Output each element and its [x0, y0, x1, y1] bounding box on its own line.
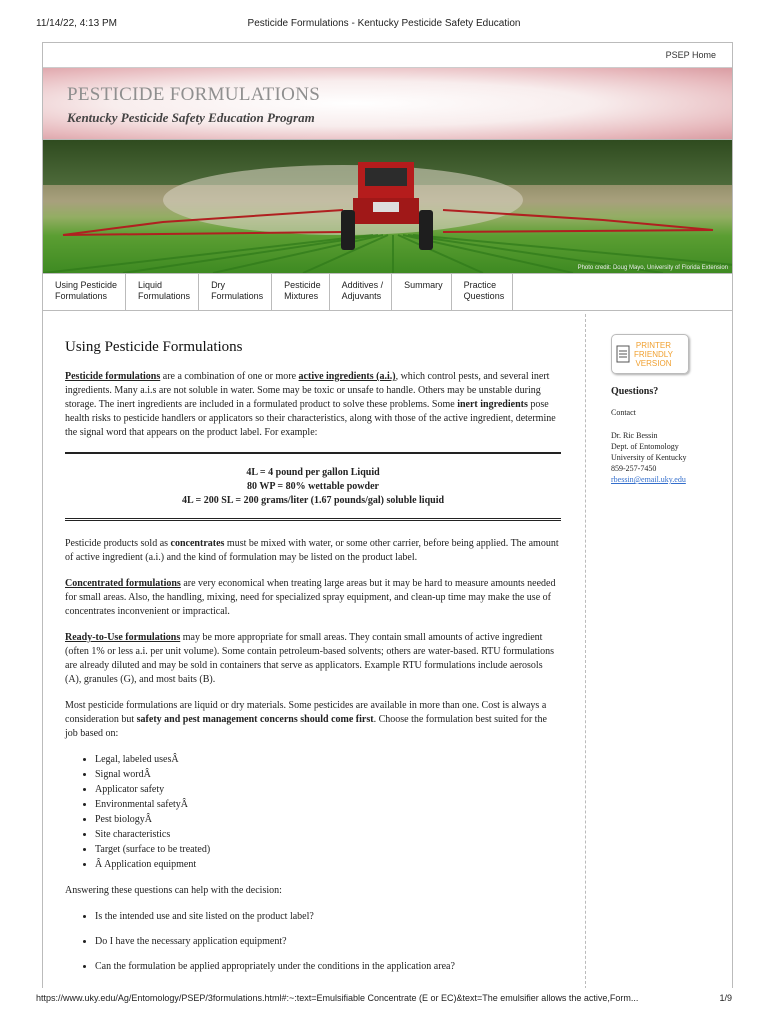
- text-run: must be mixed with water, or some other carrier, before being applied. The amount of active ingredient (a.i.) and the kind of formulation may be listed on the product label.: [65, 538, 559, 563]
- criteria-list: [95, 753, 561, 872]
- printer-friendly-label: [634, 341, 673, 368]
- choose-formulation-paragraph: [65, 699, 561, 741]
- tab-practice-questions[interactable]: [452, 274, 514, 310]
- banner: [43, 68, 732, 140]
- tab-liquid-formulations[interactable]: [126, 274, 199, 310]
- print-url: https://www.uky.edu/Ag/Entomology/PSEP/3formulations.html#:~:text=Emulsifiable Concentrate (E or EC)&text=The emulsifier allows the active,Form...: [36, 993, 639, 1003]
- printer-label-line: FRIENDLY: [634, 349, 673, 359]
- text-run: , which control pests, and several inert ingredients. Many a.i.s are not soluble in water. Some may be toxic or unsafe to handle. Others may be unstable during storage. The inert ingredients are included in a formulated product to solve these problems. Some: [65, 371, 550, 410]
- text-run: are very economical when treating large areas but it may be hard to measure amounts needed for small areas. Also, the handling, mixing, need for specialized spray equipment, and clean-up time may make the use of concentrates inconvenient or impractical.: [65, 578, 556, 617]
- list-item: • Pest biologyÂ: [95, 813, 561, 827]
- photo-credit: Photo credit: Doug Mayo, University of Florida Extension: [577, 265, 728, 271]
- top-bar: [43, 42, 732, 68]
- tab-label: Pesticide: [284, 280, 321, 290]
- tab-label: Summary: [404, 280, 443, 290]
- print-page-number: 1/9: [719, 993, 732, 1003]
- text-run: Pesticide products sold as: [65, 538, 171, 549]
- tab-label: Additives /: [341, 280, 384, 290]
- page-title: PESTICIDE FORMULATIONS: [67, 84, 321, 105]
- printer-label-line: VERSION: [635, 358, 672, 368]
- printer-label-line: PRINTER: [635, 340, 672, 350]
- term-inert-ingredients: inert ingredients: [457, 399, 528, 410]
- contact-email-link[interactable]: rbessin@email.uky.edu: [611, 475, 686, 484]
- term-concentrates: concentrates: [170, 538, 225, 549]
- list-item: • Target (surface to be treated): [95, 843, 561, 857]
- questions-intro: Answering these questions can help with the decision:: [65, 885, 282, 896]
- print-doc-title: Pesticide Formulations - Kentucky Pesticide Safety Education: [247, 18, 521, 29]
- term-ready-to-use: Ready-to-Use formulations: [65, 632, 181, 643]
- example-line: 80 WP = 80% wettable powder: [247, 481, 379, 492]
- tab-label: Formulations: [211, 291, 264, 301]
- document-icon: [616, 345, 630, 363]
- example-line: 4L = 200 SL = 200 grams/liter (1.67 pounds/gal) soluble liquid: [181, 495, 445, 506]
- tab-label: Mixtures: [284, 291, 319, 301]
- ready-to-use-paragraph: [65, 631, 561, 687]
- tab-label: Dry: [211, 280, 226, 290]
- list-item: • Applicator safety: [95, 783, 561, 797]
- text-run: . Choose the formulation best suited for the job based on:: [65, 714, 547, 739]
- decision-questions-list: [95, 910, 561, 974]
- printer-friendly-button[interactable]: [611, 334, 689, 374]
- concentrated-formulations-paragraph: [65, 577, 561, 619]
- tab-using-formulations[interactable]: [43, 274, 126, 310]
- questions-heading: Questions?: [611, 386, 659, 397]
- concentrates-paragraph: [65, 537, 561, 565]
- tractor: [341, 162, 433, 250]
- list-item: • Can the formulation be applied appropriately under the conditions in the application area?: [95, 960, 561, 974]
- section-heading: Using Pesticide Formulations: [65, 339, 243, 355]
- tab-label: Questions: [463, 291, 505, 301]
- tab-label: Formulations: [138, 291, 191, 301]
- list-item: • Site characteristics: [95, 828, 561, 842]
- section-nav: [43, 273, 732, 311]
- tab-additives-adjuvants[interactable]: [330, 274, 393, 310]
- sidebar-divider: [585, 314, 586, 988]
- example-line: 4L = 4 pound per gallon Liquid: [246, 467, 380, 478]
- contact-label: Contact: [611, 408, 636, 417]
- tab-label: Using Pesticide: [55, 280, 118, 290]
- contact-phone: 859-257-7450: [611, 464, 657, 473]
- term-concentrated-formulations: Concentrated formulations: [65, 578, 181, 589]
- page-subtitle: Kentucky Pesticide Safety Education Program: [67, 110, 315, 125]
- tab-label: Liquid: [138, 280, 163, 290]
- contact-dept: Dept. of Entomology: [611, 442, 679, 451]
- list-item: • Is the intended use and site listed on the product label?: [95, 910, 561, 924]
- contact-name: Dr. Ric Bessin: [611, 431, 658, 440]
- list-item: • Legal, labeled usesÂ: [95, 753, 561, 767]
- tractor-sprayer-illustration: [43, 140, 732, 273]
- term-pesticide-formulations: Pesticide formulations: [65, 371, 161, 382]
- psep-home-link[interactable]: PSEP Home: [665, 50, 716, 60]
- main-content: [65, 334, 561, 986]
- list-item: • Signal wordÂ: [95, 768, 561, 782]
- tab-label: Formulations: [55, 291, 108, 301]
- text-run: may be more appropriate for small areas. They contain small amounts of active ingredient (often 1% or less a.i. per unit volume). Some contain petroleum-based solvents; others are water-based. RTU formulations are already diluted and may be sold in containers that serve as applicators. Example RTU formulations include aerosols (A), granules (G), and most baits (B).: [65, 632, 555, 685]
- print-datetime: 11/14/22, 4:13 PM: [36, 18, 117, 29]
- tab-label: Adjuvants: [341, 291, 382, 301]
- term-active-ingredients: active ingredients (a.i.): [298, 371, 396, 382]
- text-run: are a combination of one or more: [160, 371, 299, 382]
- list-item: • Do I have the necessary application equipment?: [95, 935, 561, 949]
- tab-dry-formulations[interactable]: [199, 274, 272, 310]
- example-box: [65, 452, 561, 521]
- hero-photo: [43, 140, 732, 273]
- web-page: [42, 42, 733, 988]
- contact-university: University of Kentucky: [611, 453, 687, 462]
- list-item: • Â Application equipment: [95, 858, 561, 872]
- tab-pesticide-mixtures[interactable]: [272, 274, 330, 310]
- text-run: Most pesticide formulations are liquid or dry materials. Some pesticides are available in more than one. Cost is always a consideration but: [65, 700, 547, 725]
- list-item: • Environmental safetyÂ: [95, 798, 561, 812]
- text-run: pose health risks to pesticide handlers or applicators so their characteristics, along with those of the active ingredient, determine the signal word that appears on the product label. For example:: [65, 399, 556, 438]
- intro-paragraph: [65, 370, 561, 440]
- sidebar: [611, 334, 721, 485]
- tab-label: Practice: [463, 280, 497, 290]
- tab-summary[interactable]: [392, 274, 452, 310]
- term-safety-first: safety and pest management concerns should come first: [136, 714, 374, 725]
